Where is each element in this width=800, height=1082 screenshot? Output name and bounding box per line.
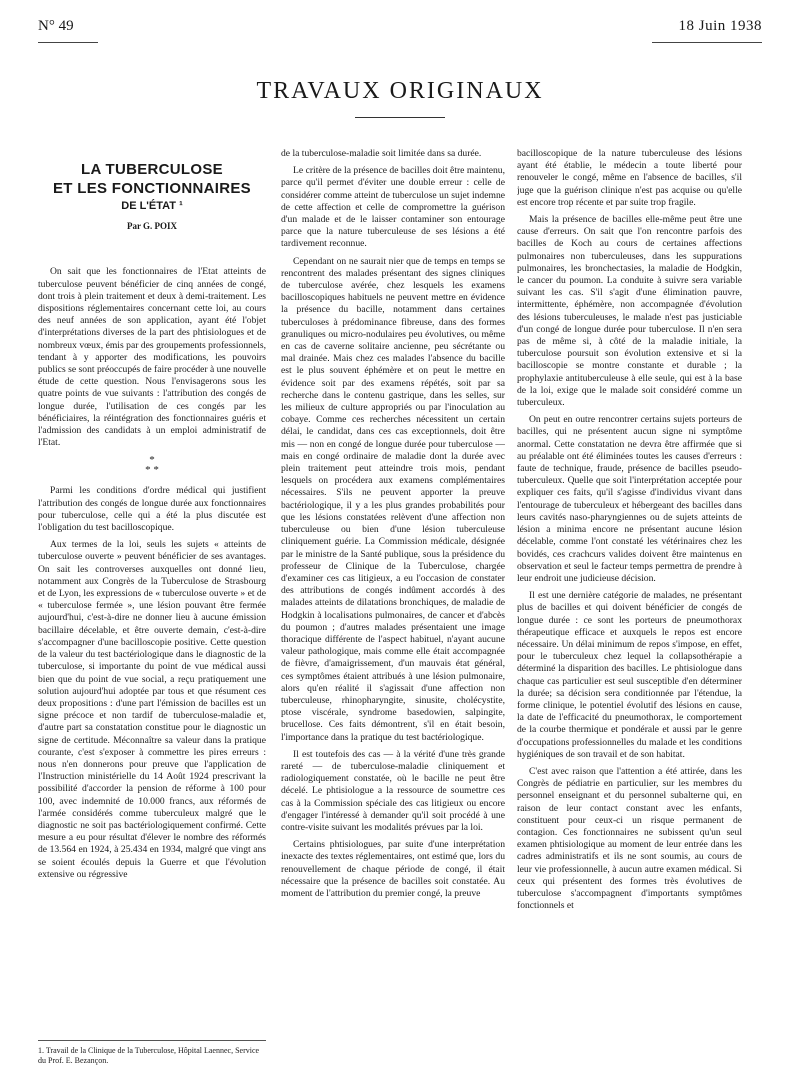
article-title-line-1: LA TUBERCULOSE (81, 161, 223, 178)
column-1 (38, 150, 266, 1050)
header-rule-right (652, 42, 762, 43)
paragraph: Parmi les conditions d'ordre médical qui justifient l'attribution des congés de longue durée aux fonctionnaires pour tuberculose, celle qui a été la plus discutée est l'obligation du test bacilloscopique. (38, 485, 266, 534)
header-rule-left (38, 42, 98, 43)
paragraph: de la tuberculose-maladie soit limitée dans sa durée. (281, 148, 482, 159)
section-stars: * * * (145, 454, 159, 477)
paragraph: bacilloscopique de la nature tuberculeuse des lésions ayant été établie, le médecin a toute liberté pour renouveler le congé, même en l'absence de bacilles, s'il juge que la guérison clinique n'est pas acquise ou qu'elle est encore trop récente et par suite trop fragile. (517, 148, 742, 208)
paragraph: Certains phtisiologues, par suite d'une interprétation inexacte des textes réglementaires, ont estimé que, lors du renouvellement de chaque période de congé, il était nécessaire que la présence de bacilles soit constatée. Au moment de l'attribution du premier congé, la preuve (281, 839, 505, 899)
article-title-line-2: ET LES FONCTIONNAIRES (53, 180, 251, 197)
column-3 (517, 148, 742, 1048)
paragraph: Cependant on ne saurait nier que de temps en temps se rencontrent des malades présentant des signes cliniques de tuberculose avérée, chez lesquels les examens bacilloscopiques habituels ne peuvent mettre en évidence la présence du bacille, notamment dans certaines tuberculoses à prédominance fibreuse, dans des formes granuliques ou micro-nodulaires peu évolutives, ou même en cas de caverne solitaire ancienne, peu sécrétante ou mal drainée. Mais chez ces malades l'absence du bacille est le plus souvent éphémère et on peut le mettre en évidence soit par des examens répétés, soit par sa recherche dans le contenu gastrique, dans les selles, sur les milieux de culture appropriés ou par l'inoculation au cobaye. Comme ces recherches nécessitent un certain délai, le candidat, dans ces cas exceptionnels, doit être mis — non en congé de longue durée pour tuberculose — mais en congé ordinaire de maladie dont la durée avec plein traitement peut atteindre trois mois, pendant lesquels on procédera aux examens complémentaires nécessaires. S'ils ne peuvent apporter la preuve bactériologique, il y a les plus grandes probabilités pour que les lésions constatées relèvent d'une affection non tuberculeuse ou bien d'une lésion tuberculeuse cliniquement guérie. La Commission médicale, désignée par le ministre de la Santé publique, sous la présidence du professeur de Clinique de la Tuberculose, chargée d'examiner ces cas litigieux, a eu l'occasion de constater des attributions de congés indûment accordés à des malades atteints de dilatations bronchiques, de maladie de Hodgkin à localisations pulmonaires, de cancer et d'abcès du poumon ; d'autres malades présentaient une image thoracique différente de l'aspect habituel, n'ayant aucune valeur pathologique, mais comme elle était accompagnée de fièvre, d'amaigrissement, d'un mauvais état général, ces symptômes étaient attribués à une lésion pulmonaire, alors qu'en réalité il s'agissait d'une affection non tuberculeuse, rhinopharyngite, sinusite, cholécystite, ptose viscérale, syndrome basedowien, salpingite, brucellose. Ces faits démontrent, s'il en était besoin, l'importance dans la pratique du test bactériologique. (281, 255, 505, 743)
paragraph: Mais la présence de bacilles elle-même peut être une cause d'erreurs. On sait que l'on rencontre parfois des bacilles de Koch au cours de certaines affections pulmonaires non tuberculeuses, dans les suppurations pulmonaires, les bronchectasies, la maladie de Hodgkin, le cancer du poumon. La conduite à suivre sera variable suivant les cas. S'il s'agit d'une élimination pauvre, intermittente, éphémère, non accompagnée d'évolution des lésions tuberculeuses, le malade n'est pas justiciable d'un congé de longue durée pour tuberculose. Il n'en sera pas de même si, à côté de la maladie initiale, la tuberculose poursuit son évolution extensive et si la bacilloscopie se montre constante et durable ; la prophylaxie antituberculeuse à elle seule, qui est à la base de la loi, exige que le malade soit considéré comme un tuberculeux. (517, 214, 742, 409)
column-2 (281, 148, 505, 1048)
paragraph: On peut en outre rencontrer certains sujets porteurs de bacilles, qui ne présentent aucun signe ni symptôme anormal. Cette constatation ne devra être affirmée que si au préalable ont été éliminées toutes les causes d'erreurs : faute de technique, fraude, présence de bacilles pseudo-tuberculeux. Quelle que soit l'interprétation acceptée pour expliquer ces faits, qu'il s'agisse d'individus vivant dans l'entourage de tuberculeux et hébergeant des bacilles dans leurs cavités naso-pharyngiennes ou de sujets atteints de lésion a minima encore ne présentant aucune lésion décelable, comme l'ont constaté les vétérinaires chez les bovidés, ces crachcurs valides doivent être maintenus en observation et seul le facteur temps permettra de prendre à leur endroit une judicieuse décision. (517, 414, 742, 584)
paragraph: Le critère de la présence de bacilles doit être maintenu, parce qu'il permet d'éviter une double erreur : celle de considérer comme atteint de tuberculose un sujet indemne de cette affection et celle de compromettre la guérison d'un malade et de le laisser contaminer son entourage parce que la nature tuberculeuse de ses lésions a été tardivement reconnue. (281, 165, 505, 250)
paragraph: Il est toutefois des cas — à la vérité d'une très grande rareté — de tuberculose-maladie cliniquement et radiologiquement constatée, où le bacille ne peut être décelé. Le phtisiologue a la ressource de soumettre ces cas à la Commission spéciale des cas litigieux ou encore d'engager l'intéressé à demander qu'il soit procédé à une contre-visite suivant les modalités prévues par la loi. (281, 748, 505, 833)
issue-date: 18 Juin 1938 (678, 18, 762, 34)
issue-number: N° 49 (38, 18, 74, 34)
paragraph: Il est une dernière catégorie de malades, ne présentant plus de bacilles et qui doivent bénéficier de congés de longue durée : ce sont les porteurs de pneumothorax thérapeutique efficace et auxquels le repos est encore nécessaire. Un délai minimum de repos s'impose, en effet, pour le tuberculeux chez lequel la collapsothérapie a déterminé la disparition des bacilles. Le phtisiologue dans chaque cas particulier est seul susceptible d'en déterminer la durée; sa décision sera conditionnée par l'étendue, la forme clinique, le potentiel évolutif des lésions en cause, la date de l'efficacité du pneumothorax, le comportement de la courbe thermique et pondérale et aussi par le genre d'occupations professionnelles du malade et les conditions hygiéniques de son travail et de son habitat. (517, 590, 742, 760)
paragraph: Aux termes de la loi, seuls les sujets « atteints de tuberculose ouverte » peuvent bénéficier de ses avantages. On sait les controverses auxquelles ont donné lieu, notamment aux Congrès de la Tuberculose de Strasbourg et de Lyon, les expressions de « tuberculose ouverte » et de « tuberculose fermée », une lésion pouvant être fermée aujourd'hui, c'est-à-dire ne donner lieu à aucune émission bacillaire décelable, et être ouverte demain, c'est-à-dire s'accompagner d'une bacilloscopie positive. Cette question de la valeur du test bactériologique dans le diagnostic de la tuberculose, si importante du point de vue médical aussi bien que du point de vue social, a reçu pratiquement une solution aujourd'hui adoptée par tous et que résument ces deux propositions : d'une part l'émission de bacilles est un signe précoce et non tardif de tuberculose-maladie et, d'autre part sa constatation constitue pour le diagnostic un signe de certitude. Méconnaître sa valeur dans la pratique courante, c'est s'exposer à commettre les pires erreurs : nous n'en donnerons pour preuve que l'application de l'Instruction ministérielle du 14 Août 1924 prescrivant la possibilité d'accorder la pension de réforme à 100 pour 100, avec indemnité de 10.000 francs, aux réformés de l'armée considérés comme tuberculeux malgré que le diagnostic ne soit pas bactériologiquement confirmé. Cette mesure a eu pour résultat d'élever le nombre des réformés de 13.564 en 1924, à 25.434 en 1934, malgré que vingt ans se soient écoulés depuis la Guerre et que l'évolution extensive ou régressive (38, 539, 266, 880)
footnote: 1. Travail de la Clinique de la Tuberculose, Hôpital Laennec, Service du Prof. E. Bezançon. (38, 1040, 266, 1066)
article-author: Par G. POIX (126, 221, 178, 232)
page-header (38, 18, 762, 38)
article-title-line-3: DE L'ÉTAT ¹ (121, 200, 183, 212)
section-title: TRAVAUX ORIGINAUX (256, 78, 544, 104)
section-rule (355, 117, 445, 118)
paragraph: On sait que les fonctionnaires de l'Etat atteints de tuberculose peuvent bénéficier de cinq années de congé, dont trois à plein traitement et deux à demi-traitement. Les dispositions réglementaires concernant cette loi, au cours des neuf années de son application, ayant été l'objet d'interprétations diverses de la part des phtisiologues et de nombreux vœux, émis par des groupements professionnels, tendant à y apporter des modifications, les pouvoirs publics se sont préoccupés de faire procéder à une nouvelle étude de cette question. Nous l'envisagerons sous les quatre points de vue suivants : l'attribution des congés de longue durée, l'utilisation de ces congés par les bénéficiaires, la réintégration des fonctionnaires guéris et l'admission des candidats à un emploi administratif de l'Etat. (38, 266, 266, 449)
paragraph: C'est avec raison que l'attention a été attirée, dans les Congrès de pédiatrie en particulier, sur les membres du personnel enseignant et du personnel subalterne qui, en raison de leur contact constant avec les enfants, constituent pour ceux-ci un risque permanent de contagion. Ces fonctionnaires ne subissent qu'un seul examen phtisiologique au moment de leur entrée dans les cadres administratifs et ils ne sont soumis, au cours de leur vie professionnelle, à aucun autre examen médical. Si ceux qui présentent des formes très évolutives de tuberculose s'accompagnent d'importants symptômes fonctionnels et (517, 765, 742, 912)
